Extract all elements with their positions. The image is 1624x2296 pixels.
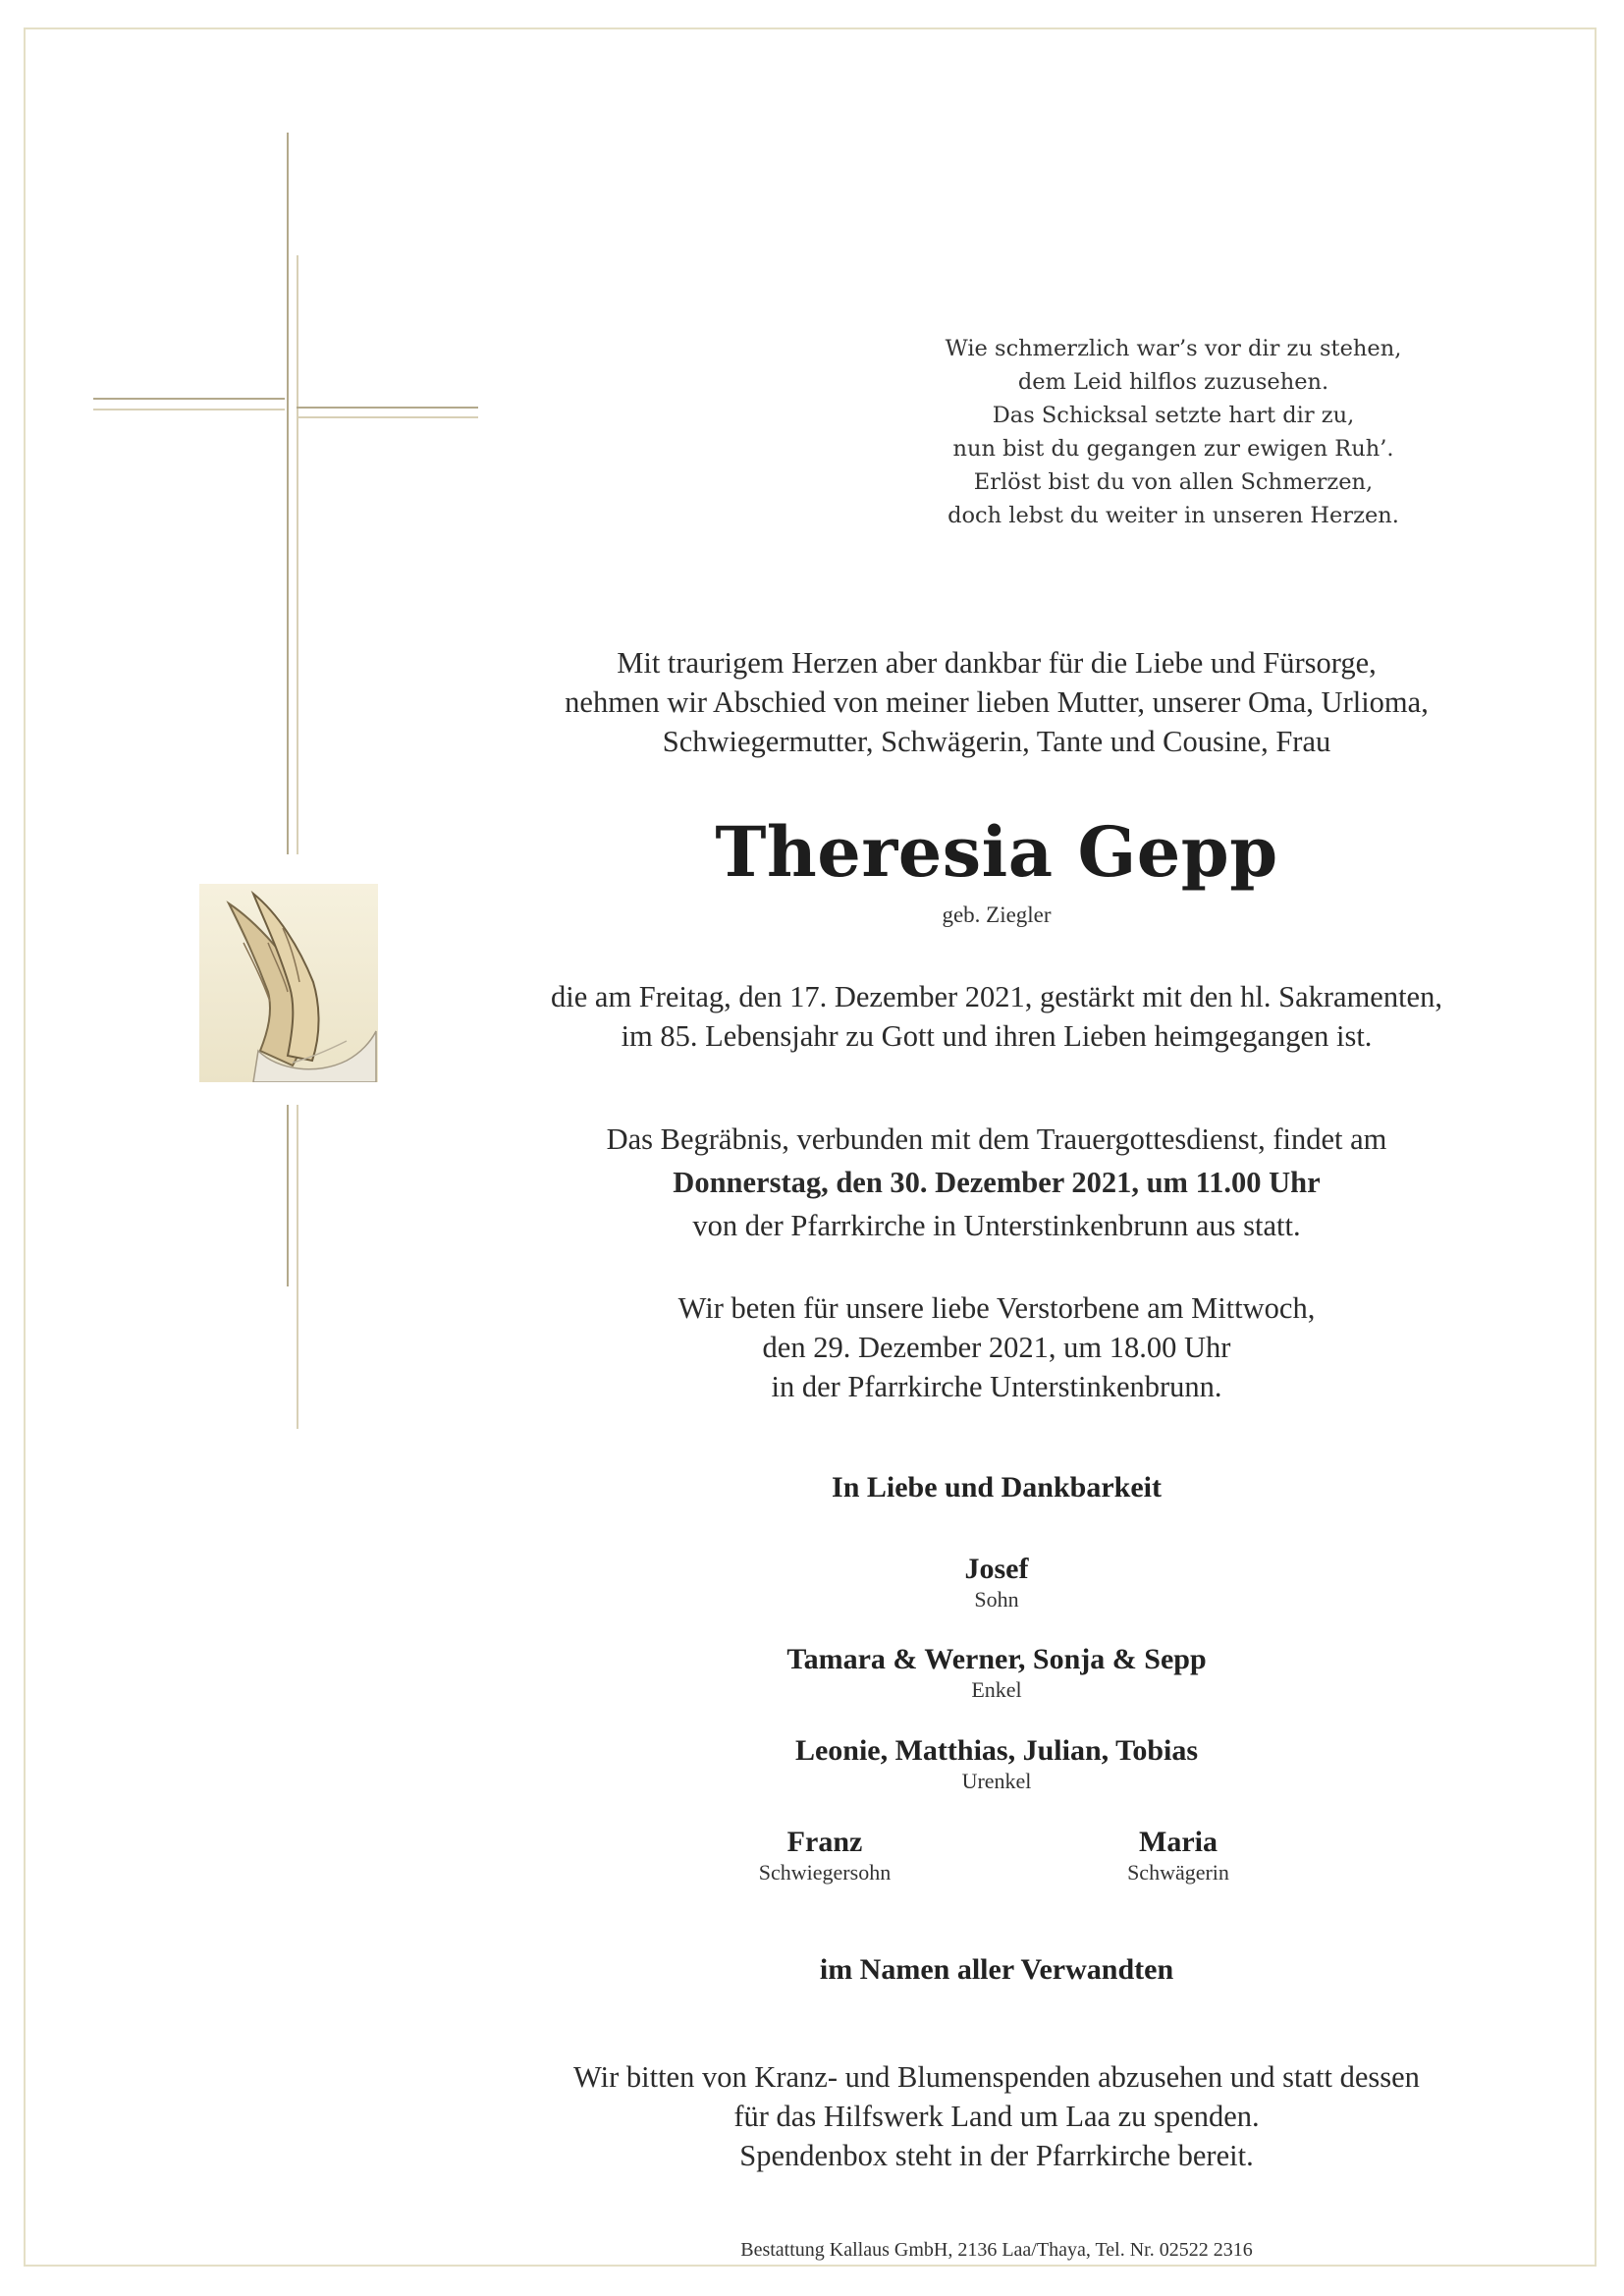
donation-line: Spendenbox steht in der Pfarrkirche bereit. xyxy=(739,2139,1254,2172)
maiden-name: geb. Ziegler xyxy=(942,902,1052,927)
closing-phrase: In Liebe und Dankbarkeit xyxy=(832,1471,1162,1503)
mourner-name: Leonie, Matthias, Julian, Tobias xyxy=(794,1734,1199,1767)
poem-line: Erlöst bist du von allen Schmerzen, xyxy=(973,469,1374,495)
intro-text xyxy=(486,643,1507,761)
death-notice-line: die am Freitag, den 17. Dezember 2021, gestärkt mit den hl. Sakramenten, xyxy=(551,980,1442,1013)
intro-line: Schwiegermutter, Schwägerin, Tante und Cousine, Frau xyxy=(662,725,1331,758)
prayer-line: Wir beten für unsere liebe Verstorbene am Mittwoch, xyxy=(677,1291,1316,1325)
prayer-info xyxy=(486,1288,1507,1406)
funeral-line: von der Pfarrkirche in Unterstinkenbrunn aus statt. xyxy=(692,1209,1301,1242)
poem-line: dem Leid hilflos zuzusehen. xyxy=(1017,369,1329,395)
mourner-name: Franz xyxy=(786,1826,863,1858)
death-notice-line: im 85. Lebensjahr zu Gott und ihren Lieben heimgegangen ist. xyxy=(621,1019,1373,1053)
mourner-name: Maria xyxy=(1139,1826,1218,1858)
mourner-relation: Urenkel xyxy=(961,1769,1032,1793)
donation-line: Wir bitten von Kranz- und Blumenspenden abzusehen und statt dessen xyxy=(573,2060,1420,2094)
funeral-info xyxy=(486,1118,1507,1247)
funeral-home-footer: Bestattung Kallaus GmbH, 2136 Laa/Thaya, Tel. Nr. 02522 2316 xyxy=(740,2239,1253,2261)
mourner-son-in-law xyxy=(677,1825,972,1886)
mourner-son xyxy=(486,1552,1507,1613)
mourner-relation: Sohn xyxy=(974,1587,1019,1612)
mourner-relation: Enkel xyxy=(971,1677,1022,1702)
poem xyxy=(869,332,1478,532)
poem-line: Wie schmerzlich war’s vor dir zu stehen, xyxy=(945,336,1402,361)
mourner-relation: Schwiegersohn xyxy=(758,1860,892,1885)
poem-line: doch lebst du weiter in unseren Herzen. xyxy=(947,503,1399,528)
mourner-name: Tamara & Werner, Sonja & Sepp xyxy=(786,1643,1207,1675)
prayer-line: in der Pfarrkirche Unterstinkenbrunn. xyxy=(771,1370,1222,1403)
deceased-name: Theresia Gepp xyxy=(715,811,1278,893)
death-notice xyxy=(486,977,1507,1056)
donation-request xyxy=(486,2057,1507,2175)
mourner-relation: Schwägerin xyxy=(1127,1860,1229,1885)
funeral-date-time: Donnerstag, den 30. Dezember 2021, um 11.00 Uhr xyxy=(673,1166,1321,1199)
intro-line: Mit traurigem Herzen aber dankbar für die Liebe und Fürsorge, xyxy=(617,646,1377,680)
poem-line: Das Schicksal setzte hart dir zu, xyxy=(992,403,1355,428)
funeral-line: Das Begräbnis, verbunden mit dem Trauergottesdienst, findet am xyxy=(606,1122,1387,1156)
praying-hands-icon xyxy=(199,884,378,1082)
mourner-name: Josef xyxy=(964,1553,1029,1585)
mourner-great-grandchildren xyxy=(486,1733,1507,1794)
mourner-grandchildren xyxy=(486,1642,1507,1703)
poem-line: nun bist du gegangen zur ewigen Ruh’. xyxy=(952,436,1394,462)
mourner-sister-in-law xyxy=(1031,1825,1326,1886)
on-behalf-phrase: im Namen aller Verwandten xyxy=(819,1953,1174,1986)
donation-line: für das Hilfswerk Land um Laa zu spenden. xyxy=(733,2100,1260,2133)
prayer-line: den 29. Dezember 2021, um 18.00 Uhr xyxy=(762,1331,1231,1364)
intro-line: nehmen wir Abschied von meiner lieben Mutter, unserer Oma, Urlioma, xyxy=(565,685,1429,719)
